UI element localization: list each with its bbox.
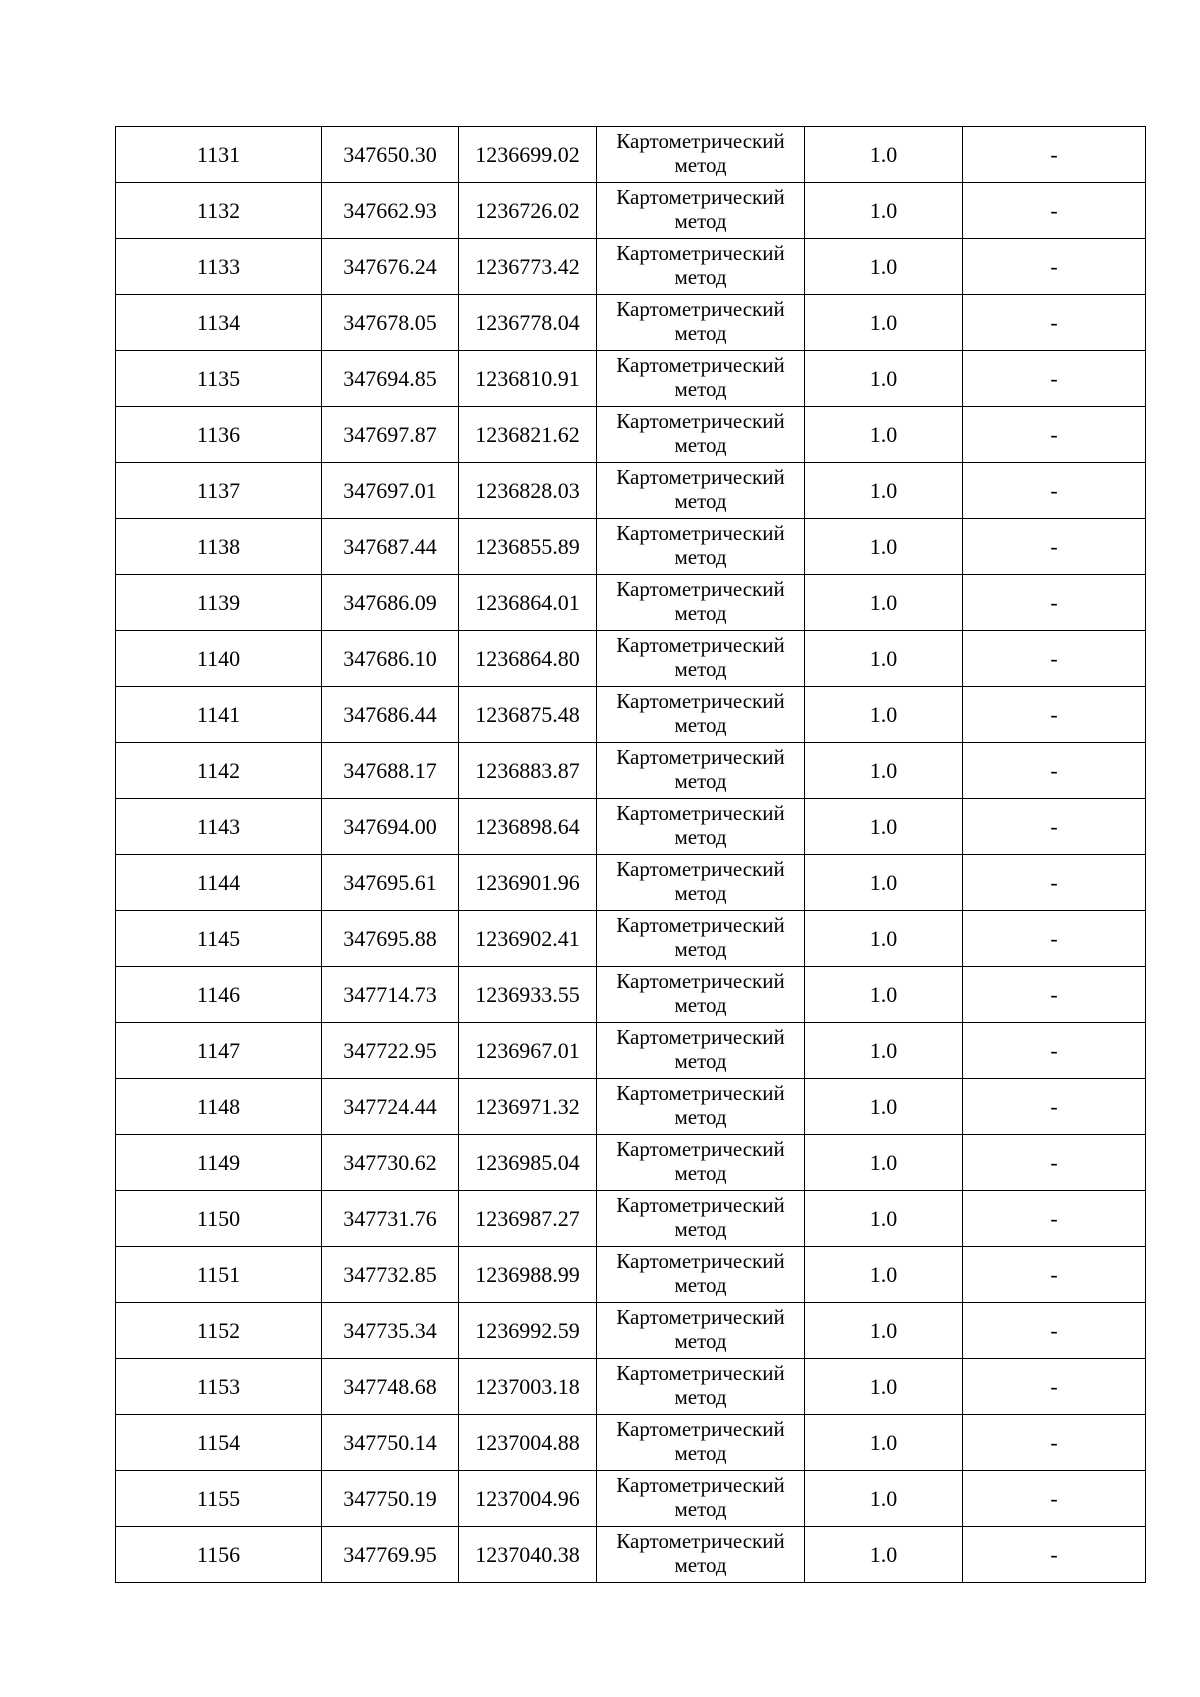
- table-row: [116, 519, 1146, 575]
- method-cell: [597, 1079, 805, 1135]
- method-cell: [597, 519, 805, 575]
- point-number-cell: 1138: [116, 519, 322, 575]
- accuracy-cell: 1.0: [805, 1527, 963, 1583]
- point-number-cell: 1154: [116, 1415, 322, 1471]
- x-coordinate-cell: 347748.68: [322, 1359, 459, 1415]
- x-coordinate-cell: 347694.85: [322, 351, 459, 407]
- x-coordinate-cell: 347694.00: [322, 799, 459, 855]
- accuracy-cell: 1.0: [805, 911, 963, 967]
- method-cell: [597, 1415, 805, 1471]
- method-text: Картометрический: [616, 1025, 785, 1049]
- method-text: метод: [674, 209, 727, 233]
- method-text: Картометрический: [616, 801, 785, 825]
- table-row: [116, 239, 1146, 295]
- method-text: Картометрический: [616, 1529, 785, 1553]
- x-coordinate-cell: 347769.95: [322, 1527, 459, 1583]
- x-coordinate-cell: 347732.85: [322, 1247, 459, 1303]
- point-number-cell: 1155: [116, 1471, 322, 1527]
- description-cell: -: [963, 1471, 1146, 1527]
- method-cell: [597, 743, 805, 799]
- y-coordinate-cell: 1236773.42: [459, 239, 597, 295]
- description-cell: -: [963, 743, 1146, 799]
- accuracy-cell: 1.0: [805, 183, 963, 239]
- y-coordinate-cell: 1237040.38: [459, 1527, 597, 1583]
- method-cell: [597, 1023, 805, 1079]
- description-cell: -: [963, 1415, 1146, 1471]
- y-coordinate-cell: 1237003.18: [459, 1359, 597, 1415]
- y-coordinate-cell: 1237004.96: [459, 1471, 597, 1527]
- table-row: [116, 1247, 1146, 1303]
- method-cell: [597, 799, 805, 855]
- y-coordinate-cell: 1236864.01: [459, 575, 597, 631]
- accuracy-cell: 1.0: [805, 575, 963, 631]
- method-text: Картометрический: [616, 689, 785, 713]
- method-text: метод: [674, 1497, 727, 1521]
- point-number-cell: 1156: [116, 1527, 322, 1583]
- table-row: [116, 1191, 1146, 1247]
- method-text: Картометрический: [616, 1081, 785, 1105]
- description-cell: -: [963, 1079, 1146, 1135]
- method-cell: [597, 351, 805, 407]
- y-coordinate-cell: 1236987.27: [459, 1191, 597, 1247]
- method-cell: [597, 911, 805, 967]
- point-number-cell: 1147: [116, 1023, 322, 1079]
- y-coordinate-cell: 1236778.04: [459, 295, 597, 351]
- coordinates-table: [115, 126, 1146, 1583]
- description-cell: -: [963, 967, 1146, 1023]
- y-coordinate-cell: 1236985.04: [459, 1135, 597, 1191]
- method-text: Картометрический: [616, 129, 785, 153]
- point-number-cell: 1137: [116, 463, 322, 519]
- x-coordinate-cell: 347686.44: [322, 687, 459, 743]
- accuracy-cell: 1.0: [805, 1135, 963, 1191]
- x-coordinate-cell: 347735.34: [322, 1303, 459, 1359]
- table-row: [116, 295, 1146, 351]
- method-text: Картометрический: [616, 353, 785, 377]
- method-text: Картометрический: [616, 913, 785, 937]
- accuracy-cell: 1.0: [805, 351, 963, 407]
- point-number-cell: 1143: [116, 799, 322, 855]
- method-text: Картометрический: [616, 745, 785, 769]
- description-cell: -: [963, 351, 1146, 407]
- x-coordinate-cell: 347697.01: [322, 463, 459, 519]
- description-cell: -: [963, 575, 1146, 631]
- description-cell: -: [963, 295, 1146, 351]
- method-text: Картометрический: [616, 1193, 785, 1217]
- x-coordinate-cell: 347724.44: [322, 1079, 459, 1135]
- table-row: [116, 799, 1146, 855]
- y-coordinate-cell: 1236967.01: [459, 1023, 597, 1079]
- description-cell: -: [963, 1527, 1146, 1583]
- method-cell: [597, 127, 805, 183]
- method-cell: [597, 1247, 805, 1303]
- y-coordinate-cell: 1236810.91: [459, 351, 597, 407]
- method-text: Картометрический: [616, 241, 785, 265]
- accuracy-cell: 1.0: [805, 127, 963, 183]
- accuracy-cell: 1.0: [805, 1303, 963, 1359]
- description-cell: -: [963, 239, 1146, 295]
- method-cell: [597, 1471, 805, 1527]
- description-cell: -: [963, 1191, 1146, 1247]
- method-text: метод: [674, 601, 727, 625]
- x-coordinate-cell: 347695.88: [322, 911, 459, 967]
- y-coordinate-cell: 1236883.87: [459, 743, 597, 799]
- accuracy-cell: 1.0: [805, 967, 963, 1023]
- method-cell: [597, 463, 805, 519]
- description-cell: -: [963, 1247, 1146, 1303]
- x-coordinate-cell: 347695.61: [322, 855, 459, 911]
- method-text: метод: [674, 993, 727, 1017]
- point-number-cell: 1134: [116, 295, 322, 351]
- method-text: Картометрический: [616, 633, 785, 657]
- method-text: Картометрический: [616, 969, 785, 993]
- point-number-cell: 1132: [116, 183, 322, 239]
- table-row: [116, 351, 1146, 407]
- description-cell: -: [963, 855, 1146, 911]
- method-text: Картометрический: [616, 577, 785, 601]
- method-cell: [597, 1303, 805, 1359]
- x-coordinate-cell: 347714.73: [322, 967, 459, 1023]
- method-text: метод: [674, 321, 727, 345]
- table-row: [116, 1415, 1146, 1471]
- table-row: [116, 127, 1146, 183]
- point-number-cell: 1144: [116, 855, 322, 911]
- method-cell: [597, 1191, 805, 1247]
- x-coordinate-cell: 347686.10: [322, 631, 459, 687]
- accuracy-cell: 1.0: [805, 743, 963, 799]
- accuracy-cell: 1.0: [805, 407, 963, 463]
- point-number-cell: 1135: [116, 351, 322, 407]
- method-text: Картометрический: [616, 297, 785, 321]
- method-text: Картометрический: [616, 521, 785, 545]
- x-coordinate-cell: 347697.87: [322, 407, 459, 463]
- x-coordinate-cell: 347676.24: [322, 239, 459, 295]
- accuracy-cell: 1.0: [805, 463, 963, 519]
- method-text: Картометрический: [616, 1137, 785, 1161]
- point-number-cell: 1141: [116, 687, 322, 743]
- y-coordinate-cell: 1236864.80: [459, 631, 597, 687]
- method-cell: [597, 1359, 805, 1415]
- accuracy-cell: 1.0: [805, 631, 963, 687]
- table-row: [116, 1135, 1146, 1191]
- table-row: [116, 911, 1146, 967]
- y-coordinate-cell: 1236855.89: [459, 519, 597, 575]
- method-text: метод: [674, 1273, 727, 1297]
- point-number-cell: 1133: [116, 239, 322, 295]
- description-cell: -: [963, 463, 1146, 519]
- y-coordinate-cell: 1236902.41: [459, 911, 597, 967]
- table-row: [116, 631, 1146, 687]
- method-text: метод: [674, 377, 727, 401]
- point-number-cell: 1139: [116, 575, 322, 631]
- method-text: метод: [674, 1217, 727, 1241]
- accuracy-cell: 1.0: [805, 799, 963, 855]
- method-text: метод: [674, 1049, 727, 1073]
- y-coordinate-cell: 1236726.02: [459, 183, 597, 239]
- method-cell: [597, 183, 805, 239]
- method-cell: [597, 239, 805, 295]
- accuracy-cell: 1.0: [805, 1191, 963, 1247]
- description-cell: -: [963, 519, 1146, 575]
- description-cell: -: [963, 407, 1146, 463]
- y-coordinate-cell: 1236988.99: [459, 1247, 597, 1303]
- method-text: метод: [674, 1385, 727, 1409]
- x-coordinate-cell: 347688.17: [322, 743, 459, 799]
- table-row: [116, 967, 1146, 1023]
- point-number-cell: 1148: [116, 1079, 322, 1135]
- y-coordinate-cell: 1236828.03: [459, 463, 597, 519]
- y-coordinate-cell: 1236821.62: [459, 407, 597, 463]
- y-coordinate-cell: 1236898.64: [459, 799, 597, 855]
- y-coordinate-cell: 1236699.02: [459, 127, 597, 183]
- accuracy-cell: 1.0: [805, 1359, 963, 1415]
- description-cell: -: [963, 183, 1146, 239]
- method-text: Картометрический: [616, 1417, 785, 1441]
- method-cell: [597, 687, 805, 743]
- y-coordinate-cell: 1236992.59: [459, 1303, 597, 1359]
- method-cell: [597, 1527, 805, 1583]
- method-cell: [597, 855, 805, 911]
- x-coordinate-cell: 347750.19: [322, 1471, 459, 1527]
- point-number-cell: 1145: [116, 911, 322, 967]
- method-text: метод: [674, 657, 727, 681]
- description-cell: -: [963, 127, 1146, 183]
- table-row: [116, 1023, 1146, 1079]
- x-coordinate-cell: 347730.62: [322, 1135, 459, 1191]
- method-text: метод: [674, 937, 727, 961]
- accuracy-cell: 1.0: [805, 519, 963, 575]
- description-cell: -: [963, 1023, 1146, 1079]
- point-number-cell: 1136: [116, 407, 322, 463]
- method-text: Картометрический: [616, 1473, 785, 1497]
- description-cell: -: [963, 631, 1146, 687]
- accuracy-cell: 1.0: [805, 855, 963, 911]
- description-cell: -: [963, 1303, 1146, 1359]
- x-coordinate-cell: 347650.30: [322, 127, 459, 183]
- point-number-cell: 1146: [116, 967, 322, 1023]
- table-row: [116, 1527, 1146, 1583]
- description-cell: -: [963, 1359, 1146, 1415]
- method-text: Картометрический: [616, 1305, 785, 1329]
- accuracy-cell: 1.0: [805, 295, 963, 351]
- method-text: Картометрический: [616, 185, 785, 209]
- y-coordinate-cell: 1236933.55: [459, 967, 597, 1023]
- point-number-cell: 1149: [116, 1135, 322, 1191]
- point-number-cell: 1140: [116, 631, 322, 687]
- method-text: метод: [674, 881, 727, 905]
- x-coordinate-cell: 347687.44: [322, 519, 459, 575]
- table-row: [116, 1471, 1146, 1527]
- y-coordinate-cell: 1236875.48: [459, 687, 597, 743]
- method-cell: [597, 631, 805, 687]
- method-text: метод: [674, 825, 727, 849]
- x-coordinate-cell: 347678.05: [322, 295, 459, 351]
- description-cell: -: [963, 687, 1146, 743]
- method-cell: [597, 295, 805, 351]
- table-row: [116, 575, 1146, 631]
- method-text: метод: [674, 713, 727, 737]
- description-cell: -: [963, 1135, 1146, 1191]
- x-coordinate-cell: 347750.14: [322, 1415, 459, 1471]
- method-text: метод: [674, 433, 727, 457]
- method-text: Картометрический: [616, 465, 785, 489]
- method-text: метод: [674, 1329, 727, 1353]
- accuracy-cell: 1.0: [805, 1079, 963, 1135]
- y-coordinate-cell: 1236901.96: [459, 855, 597, 911]
- table-row: [116, 1303, 1146, 1359]
- method-text: метод: [674, 1161, 727, 1185]
- x-coordinate-cell: 347722.95: [322, 1023, 459, 1079]
- method-text: Картометрический: [616, 1361, 785, 1385]
- table-row: [116, 407, 1146, 463]
- method-text: метод: [674, 1105, 727, 1129]
- method-text: метод: [674, 153, 727, 177]
- table-row: [116, 687, 1146, 743]
- method-cell: [597, 1135, 805, 1191]
- table-row: [116, 855, 1146, 911]
- point-number-cell: 1153: [116, 1359, 322, 1415]
- x-coordinate-cell: 347731.76: [322, 1191, 459, 1247]
- accuracy-cell: 1.0: [805, 239, 963, 295]
- point-number-cell: 1131: [116, 127, 322, 183]
- accuracy-cell: 1.0: [805, 687, 963, 743]
- method-text: метод: [674, 769, 727, 793]
- x-coordinate-cell: 347686.09: [322, 575, 459, 631]
- method-text: Картометрический: [616, 1249, 785, 1273]
- method-cell: [597, 575, 805, 631]
- method-text: метод: [674, 1553, 727, 1577]
- point-number-cell: 1150: [116, 1191, 322, 1247]
- method-text: Картометрический: [616, 409, 785, 433]
- coordinates-table-body: [116, 127, 1146, 1583]
- table-row: [116, 743, 1146, 799]
- table-row: [116, 463, 1146, 519]
- y-coordinate-cell: 1237004.88: [459, 1415, 597, 1471]
- method-cell: [597, 407, 805, 463]
- description-cell: -: [963, 799, 1146, 855]
- point-number-cell: 1142: [116, 743, 322, 799]
- y-coordinate-cell: 1236971.32: [459, 1079, 597, 1135]
- point-number-cell: 1151: [116, 1247, 322, 1303]
- table-row: [116, 183, 1146, 239]
- accuracy-cell: 1.0: [805, 1023, 963, 1079]
- accuracy-cell: 1.0: [805, 1247, 963, 1303]
- description-cell: -: [963, 911, 1146, 967]
- point-number-cell: 1152: [116, 1303, 322, 1359]
- method-text: метод: [674, 1441, 727, 1465]
- method-cell: [597, 967, 805, 1023]
- method-text: Картометрический: [616, 857, 785, 881]
- x-coordinate-cell: 347662.93: [322, 183, 459, 239]
- accuracy-cell: 1.0: [805, 1471, 963, 1527]
- table-row: [116, 1079, 1146, 1135]
- method-text: метод: [674, 265, 727, 289]
- table-row: [116, 1359, 1146, 1415]
- method-text: метод: [674, 545, 727, 569]
- accuracy-cell: 1.0: [805, 1415, 963, 1471]
- method-text: метод: [674, 489, 727, 513]
